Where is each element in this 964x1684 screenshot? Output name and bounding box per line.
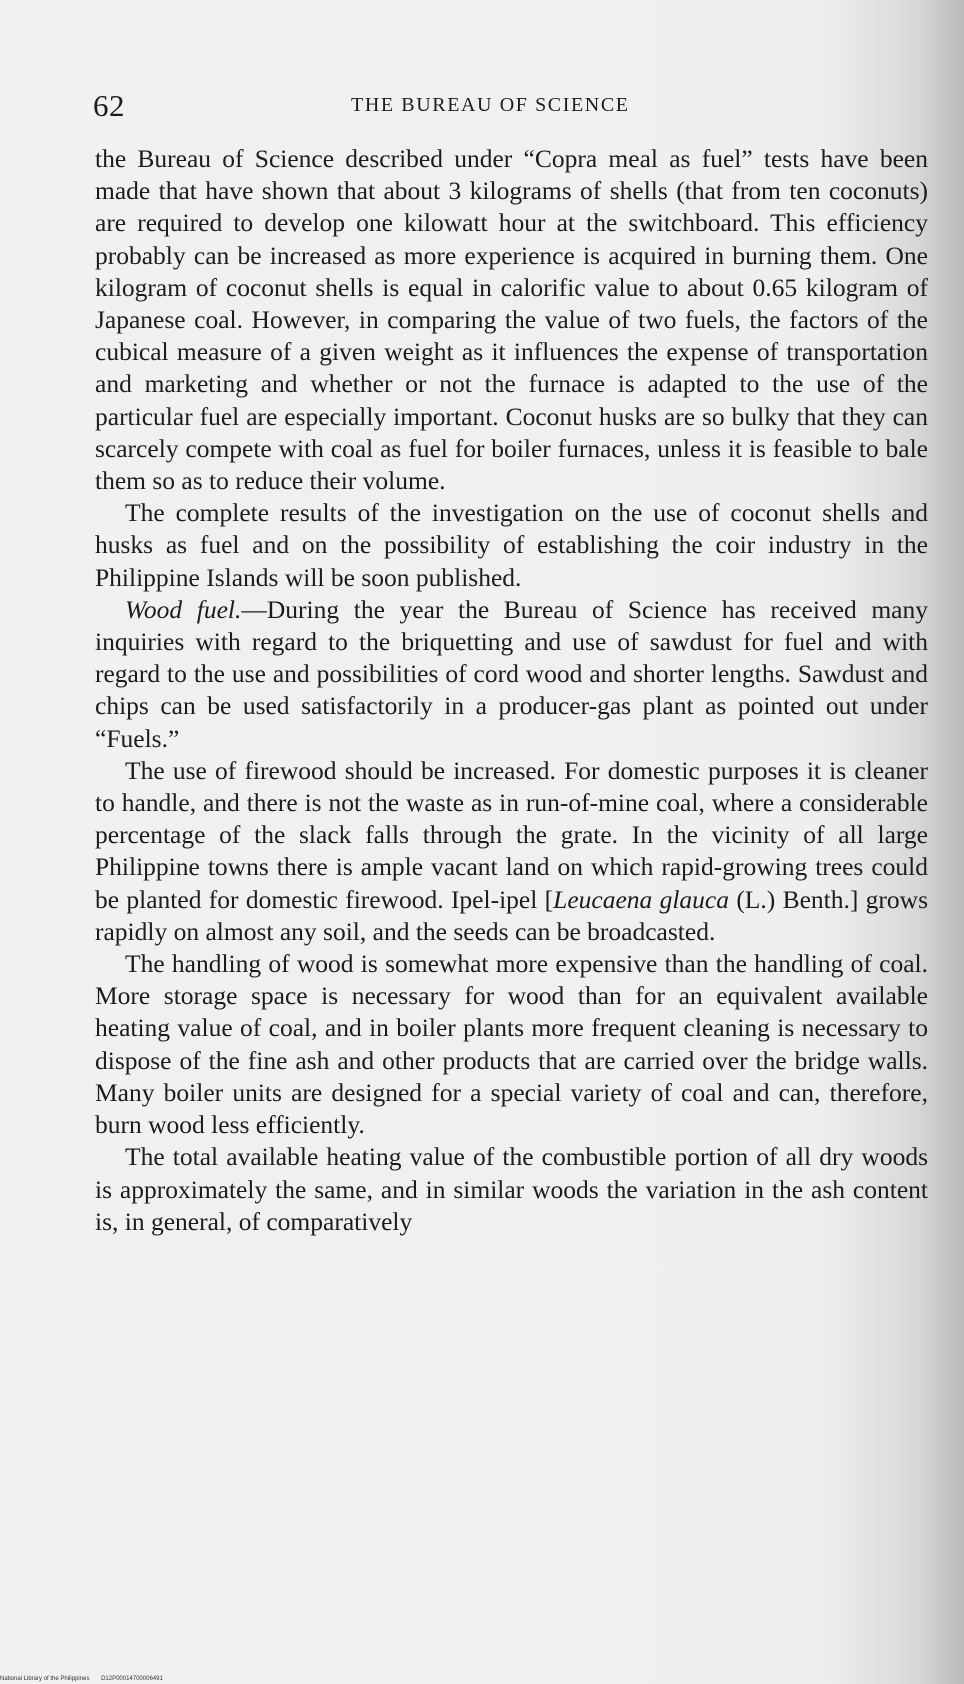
page-header bbox=[93, 88, 927, 128]
paragraph-handling-wood: The handling of wood is somewhat more expensive than the handling of coal. More storage space is necessary for wood than for an equivalent available heating value of coal, and in boiler plants more frequent cleaning is necessary to dispose of the fine ash and other products that are carried over the bridge walls. Many boiler units are designed for a special variety of coal and can, therefore, burn wood less efficiently. bbox=[95, 949, 928, 1140]
wood-fuel-heading: Wood fuel. bbox=[125, 594, 242, 624]
paragraph-firewood bbox=[95, 755, 928, 948]
wood-fuel-text: —During the year the Bureau of Science has received many inquiries with regard to the briquetting and use of sawdust for fuel and with regard to the use and possibilities of cord wood and shorter lengths. Sawdust and chips can be used satisfactorily in a producer-gas plant as pointed out under “Fuels.” bbox=[95, 594, 929, 753]
firewood-text-after: (L.) Benth.] grows rapidly on almost any soil, and the seeds can be broadcasted. bbox=[95, 884, 928, 946]
species-name: Leucaena glauca bbox=[553, 884, 729, 914]
footer-library: National Library of the Philippines bbox=[0, 1676, 90, 1682]
paragraph-coconut-shells: the Bureau of Science described under “Copra meal as fuel” tests have been made that have shown that about 3 kilograms of shells (that from ten coconuts) are required to develop one kilowatt hour at the switchboard. This efficiency probably can be increased as more experience is acquired in burning them. One kilogram of coconut shells is equal in calorific value to about 0.65 kilogram of Japanese coal. However, in comparing the value of two fuels, the factors of the cubical measure of a given weight as it influences the expense of transportation and marketing and whether or not the furnace is adapted to the use of the particular fuel are especially important. Coconut husks are so bulky that they can scarcely compete with coal as fuel for boiler furnaces, unless it is feasible to bale them so as to reduce their volume. bbox=[95, 144, 928, 496]
paragraph-heating-value: The total available heating value of the combustible portion of all dry woods is approximately the same, and in similar woods the variation in the ash content is, in general, of comparatively bbox=[95, 1142, 928, 1236]
firewood-text-before: The use of firewood should be increased. For domestic purposes it is cleaner to handle, and there is not the waste as in run-of-mine coal, where a considerable percentage of the slack falls through the grate. In the vicinity of all large Philippine towns there is ample vacant land on which rapid-growing trees could be planted for domestic firewood. Ipel-ipel [ bbox=[95, 755, 928, 914]
running-head: THE BUREAU OF SCIENCE bbox=[351, 94, 630, 116]
page-number: 62 bbox=[93, 88, 125, 123]
paragraph-complete-results: The complete results of the investigation on the use of coconut shells and husks as fuel and on the possibility of establishing the coir industry in the Philippine Islands will be soon published. bbox=[95, 498, 928, 592]
body-text bbox=[95, 143, 928, 1238]
footer-id: D12P00014700006491 bbox=[101, 1676, 163, 1682]
scan-footer bbox=[0, 1676, 173, 1682]
paragraph-wood-fuel bbox=[95, 594, 928, 755]
